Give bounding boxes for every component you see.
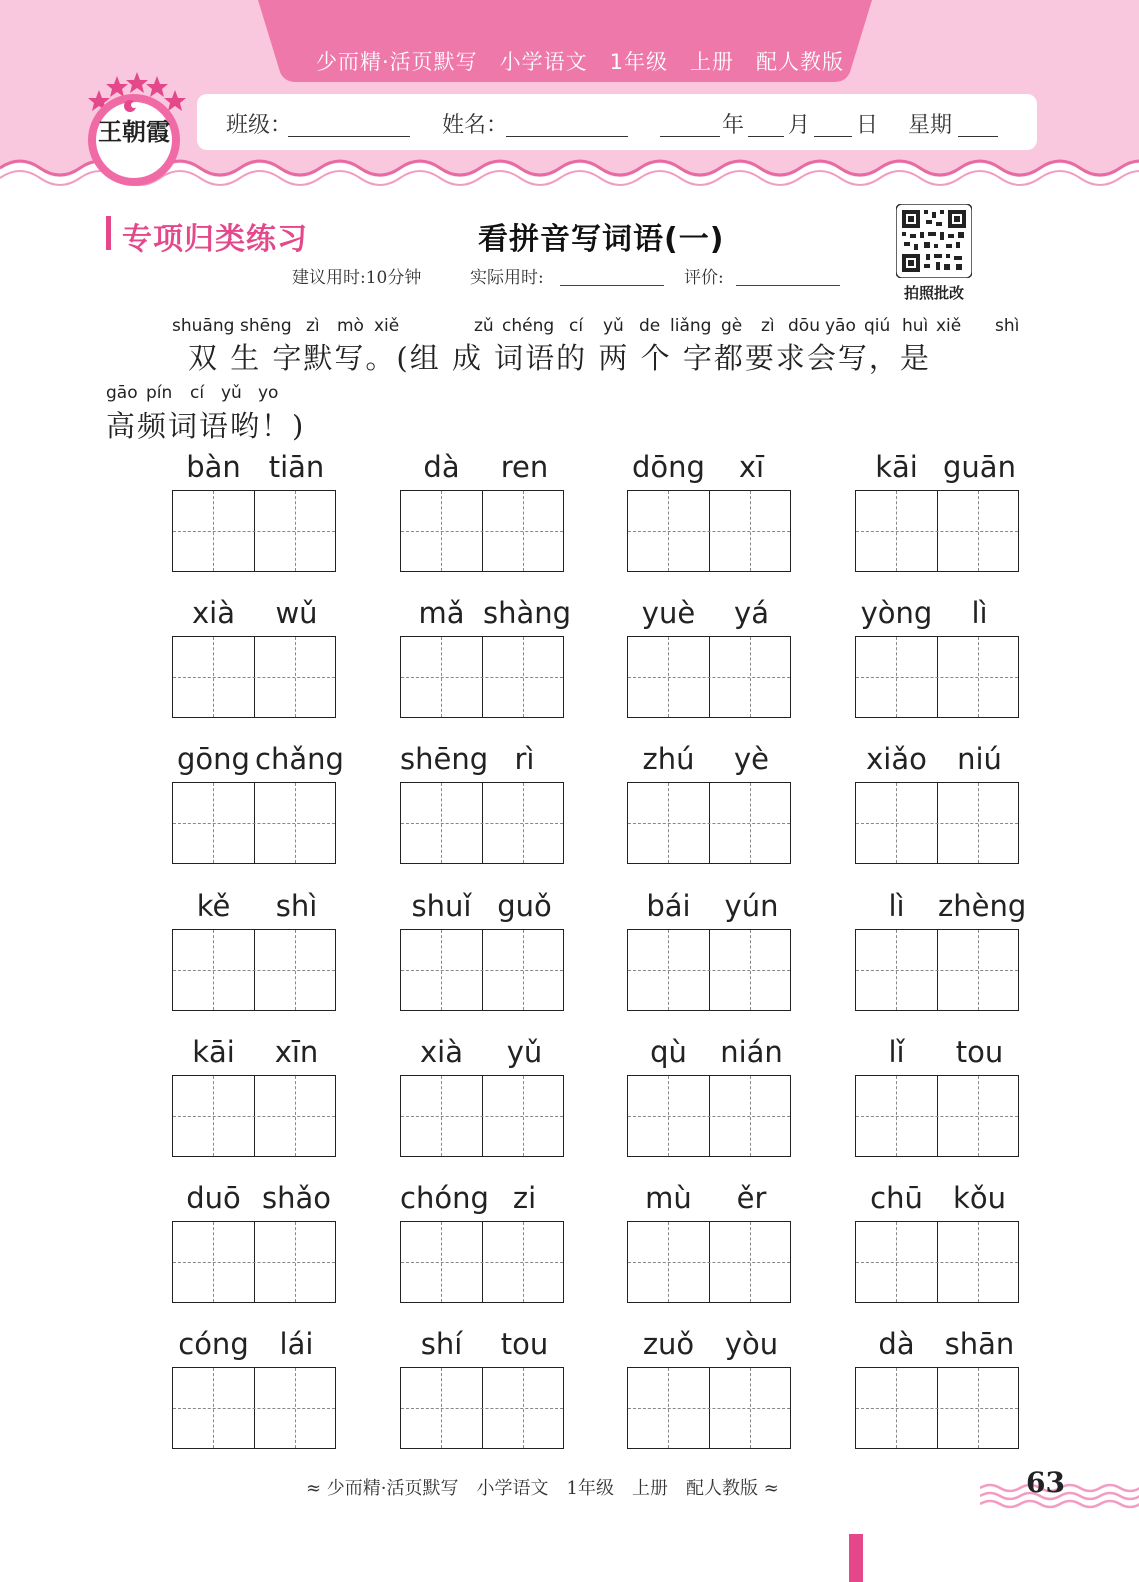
pinyin-syllable: lì <box>971 596 988 630</box>
year-label: 年 <box>722 113 745 138</box>
pinyin-syllable: kě <box>196 889 231 923</box>
pinyin-syllable: lǐ <box>888 1035 905 1069</box>
pinyin-syllable: tou <box>500 1327 549 1361</box>
instruction-pinyin-syllable: xiě <box>374 316 400 336</box>
pinyin-syllable: yòng <box>860 596 933 630</box>
rating-label: 评价: <box>684 268 724 288</box>
pinyin-syllable: rì <box>514 742 535 776</box>
pinyin-syllable: shàng <box>483 596 572 630</box>
pinyin-syllable: cóng <box>178 1327 249 1361</box>
pinyin-syllable: shuǐ <box>411 889 472 923</box>
pinyin-syllable: gōng <box>177 742 250 776</box>
writing-boxes[interactable] <box>855 1075 1019 1157</box>
pinyin-syllable: zi <box>512 1181 537 1215</box>
pinyin-syllable: kāi <box>875 450 918 484</box>
instruction-pinyin-syllable: cí <box>190 383 205 403</box>
instruction-pinyin-syllable: de <box>639 316 661 336</box>
pinyin-syllable: yá <box>734 596 769 630</box>
qr-code-icon[interactable] <box>896 204 972 278</box>
writing-boxes[interactable] <box>855 1367 1019 1449</box>
pinyin-syllable: tou <box>955 1035 1004 1069</box>
instruction-pinyin-syllable: gāo <box>106 383 138 403</box>
writing-boxes[interactable] <box>400 490 564 572</box>
pinyin-syllable: niú <box>957 742 1002 776</box>
pinyin-syllable: guǒ <box>497 889 552 923</box>
weekday-field[interactable] <box>958 136 998 137</box>
pinyin-syllable: chóng <box>400 1181 489 1215</box>
instruction-pinyin-syllable: yo <box>258 383 279 403</box>
word-item <box>627 742 793 866</box>
word-item <box>855 596 1021 720</box>
pinyin-syllable: xīn <box>274 1035 319 1069</box>
pinyin-syllable: ren <box>500 450 549 484</box>
writing-boxes[interactable] <box>172 929 336 1011</box>
instruction-line2: 高频词语哟！) <box>106 409 306 443</box>
pinyin-syllable: zhú <box>642 742 695 776</box>
day-field[interactable] <box>814 136 852 137</box>
instruction-pinyin-syllable: zǔ <box>474 316 494 336</box>
writing-boxes[interactable] <box>627 636 791 718</box>
writing-boxes[interactable] <box>400 1075 564 1157</box>
pinyin-syllable: shǎo <box>261 1181 331 1215</box>
writing-boxes[interactable] <box>627 490 791 572</box>
pinyin-syllable: shān <box>944 1327 1015 1361</box>
word-item <box>627 1181 793 1305</box>
writing-boxes[interactable] <box>172 490 336 572</box>
year-field[interactable] <box>660 136 720 137</box>
word-item <box>400 1327 566 1451</box>
weekday-label: 星期 <box>908 113 953 138</box>
writing-boxes[interactable] <box>855 782 1019 864</box>
suggested-time: 建议用时:10分钟 <box>292 268 422 288</box>
pinyin-syllable: dà <box>423 450 460 484</box>
word-item <box>400 450 566 574</box>
word-item <box>172 889 338 1013</box>
pinyin-syllable: xià <box>420 1035 463 1069</box>
pinyin-syllable: qù <box>650 1035 687 1069</box>
pinyin-syllable: yǔ <box>506 1035 543 1069</box>
word-item <box>400 742 566 866</box>
instruction-pinyin-syllable: dōu <box>788 316 820 336</box>
instruction-pinyin-syllable: zì <box>306 316 320 336</box>
pinyin-syllable: mù <box>645 1181 692 1215</box>
instruction-pinyin-syllable: zì <box>761 316 775 336</box>
footer-text: ≈ 少而精·活页默写 小学语文 1年级 上册 配人教版 ≈ <box>306 1478 779 1499</box>
page-number: 63 <box>1026 1466 1065 1499</box>
pinyin-syllable: xià <box>192 596 235 630</box>
instruction-pinyin-syllable: cí <box>569 316 584 336</box>
pinyin-syllable: ěr <box>736 1181 767 1215</box>
pinyin-syllable: wǔ <box>275 596 318 630</box>
pinyin-syllable: bái <box>646 889 691 923</box>
pinyin-syllable: shì <box>275 889 318 923</box>
word-item <box>627 889 793 1013</box>
section-marker <box>106 216 111 250</box>
page-edge-tab <box>849 1534 863 1582</box>
pinyin-syllable: dōng <box>632 450 705 484</box>
writing-boxes[interactable] <box>172 1367 336 1449</box>
word-item <box>627 596 793 720</box>
name-field[interactable] <box>506 136 628 137</box>
word-item <box>627 1327 793 1451</box>
word-item <box>400 889 566 1013</box>
word-item <box>400 1181 566 1305</box>
pinyin-syllable: yuè <box>641 596 696 630</box>
word-item <box>172 1327 338 1451</box>
instruction-pinyin-syllable: xiě <box>936 316 962 336</box>
word-item <box>172 596 338 720</box>
pinyin-syllable: lì <box>888 889 905 923</box>
instruction-pinyin-syllable: huì <box>902 316 929 336</box>
word-item <box>855 889 1027 1013</box>
actual-time-label: 实际用时: <box>470 268 544 288</box>
word-item <box>172 1035 338 1159</box>
writing-boxes[interactable] <box>627 1075 791 1157</box>
pinyin-syllable: yún <box>724 889 779 923</box>
writing-boxes[interactable] <box>400 1221 564 1303</box>
class-field[interactable] <box>288 136 410 137</box>
writing-boxes[interactable] <box>855 636 1019 718</box>
instruction-pinyin-syllable: yǔ <box>603 316 624 336</box>
pinyin-syllable: shí <box>420 1327 463 1361</box>
section-label: 专项归类练习 <box>122 222 308 257</box>
series-title: 少而精·活页默写 小学语文 1年级 上册 配人教版 <box>315 50 845 74</box>
pinyin-syllable: nián <box>720 1035 783 1069</box>
instruction-pinyin-syllable: pín <box>146 383 173 403</box>
writing-boxes[interactable] <box>400 782 564 864</box>
instruction-pinyin-syllable: shuāng <box>172 316 235 336</box>
writing-boxes[interactable] <box>172 782 336 864</box>
word-item <box>172 450 338 574</box>
pinyin-syllable: chǎng <box>255 742 344 776</box>
instruction-pinyin-syllable: gè <box>721 316 743 336</box>
pinyin-syllable: zhèng <box>938 889 1027 923</box>
page-title: 看拼音写词语(一) <box>478 222 725 257</box>
writing-boxes[interactable] <box>400 1367 564 1449</box>
pinyin-syllable: chū <box>870 1181 923 1215</box>
instruction-pinyin-syllable: shēng <box>240 316 292 336</box>
pinyin-syllable: duō <box>186 1181 241 1215</box>
word-item <box>172 742 344 866</box>
instruction-pinyin-syllable: yǔ <box>221 383 242 403</box>
writing-boxes[interactable] <box>400 636 564 718</box>
class-label: 班级： <box>226 113 293 138</box>
pinyin-syllable: kǒu <box>953 1181 1006 1215</box>
instruction-pinyin-syllable: shì <box>995 316 1020 336</box>
word-item <box>400 596 572 720</box>
badge-text: 王朝霞 <box>98 117 170 146</box>
writing-boxes[interactable] <box>172 1221 336 1303</box>
writing-boxes[interactable] <box>855 1221 1019 1303</box>
word-item <box>855 450 1021 574</box>
word-item <box>627 450 793 574</box>
writing-boxes[interactable] <box>627 929 791 1011</box>
name-label: 姓名： <box>442 113 509 138</box>
time-row <box>292 263 724 288</box>
pinyin-syllable: yè <box>733 742 769 776</box>
pinyin-syllable: dà <box>878 1327 915 1361</box>
word-item <box>855 1035 1021 1159</box>
writing-boxes[interactable] <box>855 929 1019 1011</box>
instruction-pinyin-syllable: yāo <box>825 316 856 336</box>
pinyin-syllable: mǎ <box>418 596 465 630</box>
word-item <box>627 1035 793 1159</box>
month-label: 月 <box>788 113 811 138</box>
rating-field[interactable] <box>736 285 840 286</box>
word-item <box>855 1327 1021 1451</box>
month-field[interactable] <box>748 136 784 137</box>
instruction-line1: 双 生 字默写。(组 成 词语的 两 个 字都要求会写，是 <box>188 341 931 375</box>
day-label: 日 <box>856 113 879 138</box>
instruction-pinyin-syllable: chéng <box>502 316 555 336</box>
word-item <box>855 1181 1021 1305</box>
pinyin-syllable: xī <box>738 450 765 484</box>
instruction-pinyin-syllable: mò <box>337 316 364 336</box>
word-item <box>855 742 1021 866</box>
pinyin-syllable: bàn <box>186 450 241 484</box>
writing-boxes[interactable] <box>172 636 336 718</box>
pinyin-syllable: shēng <box>400 742 489 776</box>
pinyin-syllable: lái <box>279 1327 314 1361</box>
pinyin-syllable: guān <box>943 450 1016 484</box>
writing-boxes[interactable] <box>855 490 1019 572</box>
instruction-pinyin-syllable: liǎng <box>670 316 712 336</box>
word-item <box>400 1035 566 1159</box>
actual-time-field[interactable] <box>560 285 664 286</box>
pinyin-syllable: xiǎo <box>866 742 927 776</box>
writing-boxes[interactable] <box>400 929 564 1011</box>
pinyin-syllable: zuǒ <box>642 1327 695 1361</box>
writing-boxes[interactable] <box>627 1221 791 1303</box>
qr-label: 拍照批改 <box>903 284 964 302</box>
pinyin-syllable: kāi <box>192 1035 235 1069</box>
writing-boxes[interactable] <box>627 782 791 864</box>
pinyin-syllable: yòu <box>724 1327 779 1361</box>
word-item <box>172 1181 338 1305</box>
writing-boxes[interactable] <box>627 1367 791 1449</box>
writing-boxes[interactable] <box>172 1075 336 1157</box>
pinyin-syllable: tiān <box>268 450 325 484</box>
instruction-pinyin-syllable: qiú <box>864 316 891 336</box>
